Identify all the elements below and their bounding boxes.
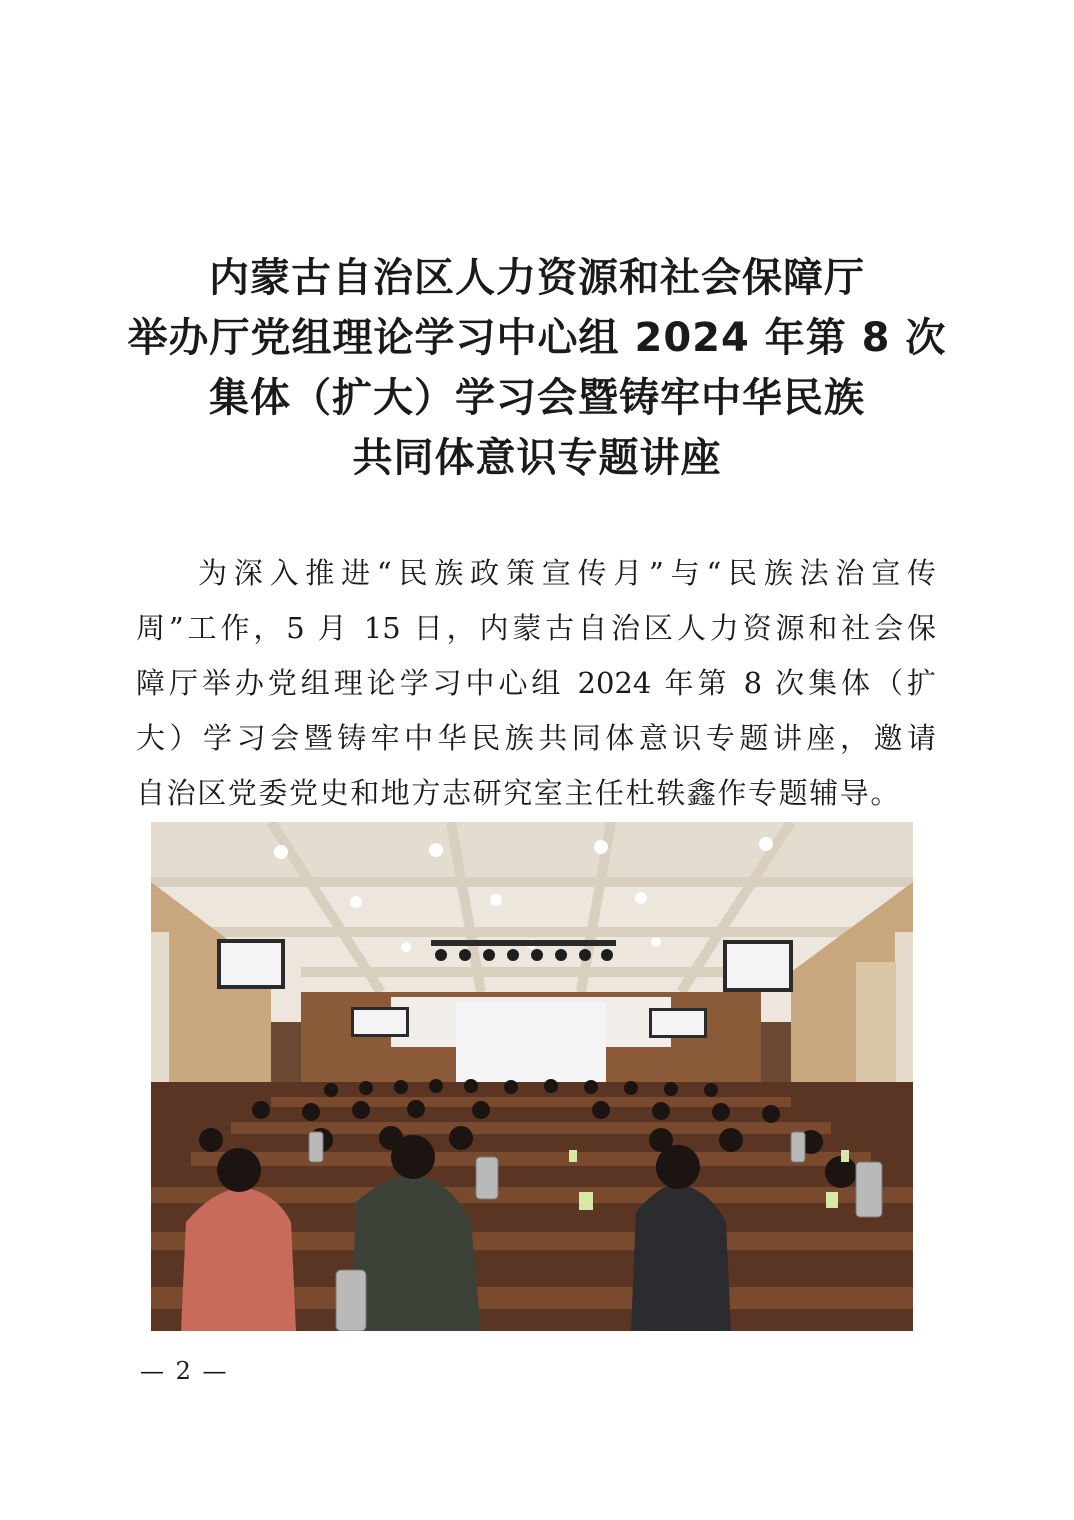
title-line-3: 集体（扩大）学习会暨铸牢中华民族	[209, 375, 865, 421]
paragraph-line-4: 大）学习会暨铸牢中华民族共同体意识专题讲座，邀请	[136, 721, 936, 755]
paragraph-line-2: 周”工作，5 月 15 日，内蒙古自治区人力资源和社会保	[136, 611, 936, 645]
page-number: — 2 —	[140, 1357, 229, 1385]
paragraph-line-1: 为深入推进“民族政策宣传月”与“民族法治宣传	[198, 556, 936, 590]
paragraph-line-5: 自治区党委党史和地方志研究室主任杜轶鑫作专题辅导。	[136, 776, 902, 810]
document-title	[0, 248, 1074, 488]
title-line-1: 内蒙古自治区人力资源和社会保障厅	[209, 255, 865, 301]
title-line-4: 共同体意识专题讲座	[352, 435, 722, 481]
paragraph-line-3: 障厅举办党组理论学习中心组 2024 年第 8 次集体（扩	[136, 666, 936, 700]
body-paragraph	[136, 546, 936, 821]
title-line-2: 举办厅党组理论学习中心组 2024 年第 8 次	[127, 315, 947, 361]
meeting-photo	[151, 822, 913, 1331]
